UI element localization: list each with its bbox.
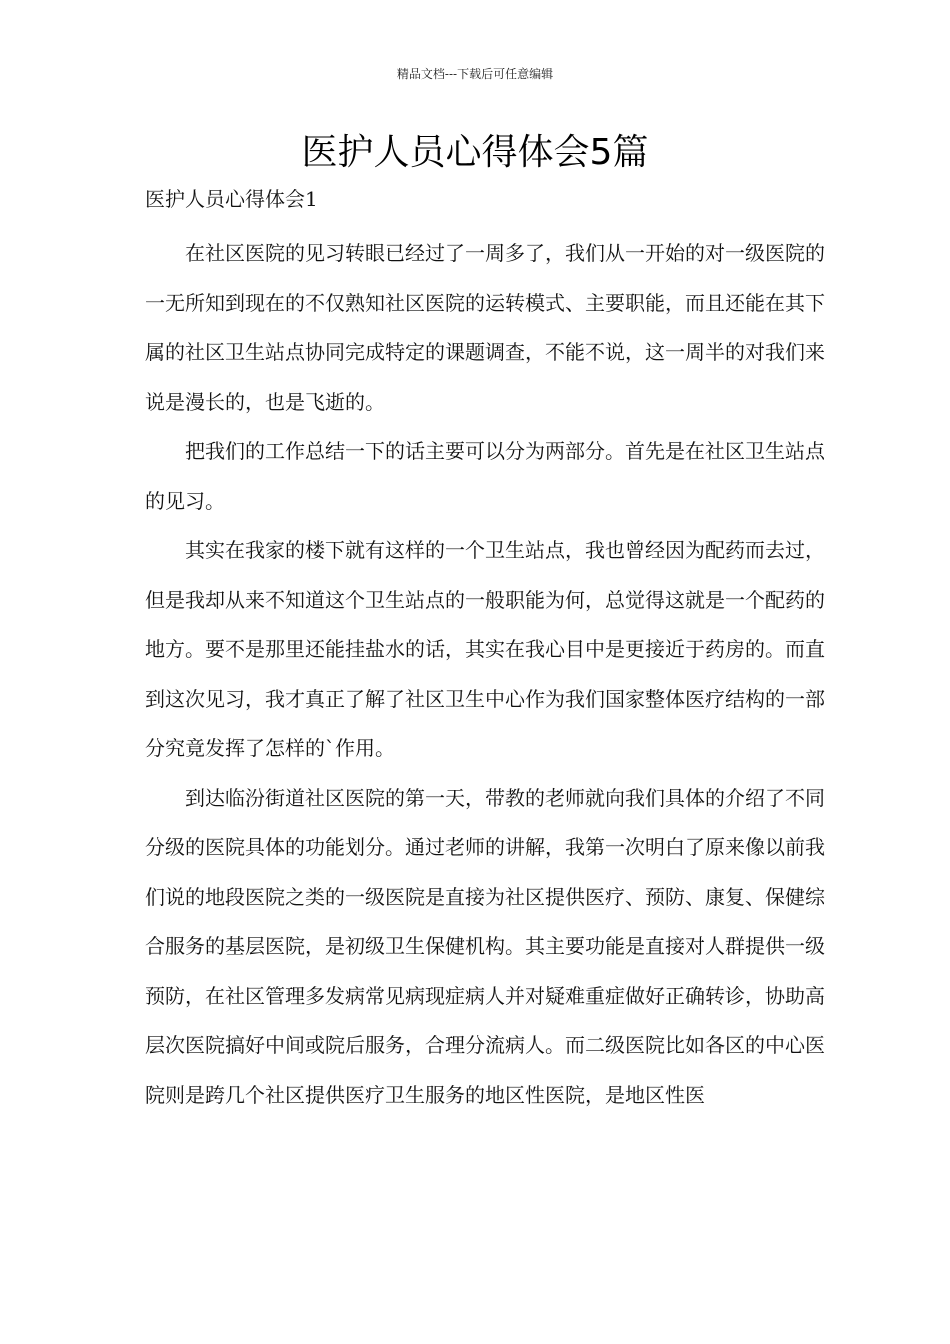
document-title: 医护人员心得体会5篇 — [301, 132, 649, 173]
section-heading: 医护人员心得体会1 — [145, 187, 318, 211]
paragraph: 其实在我家的楼下就有这样的一个卫生站点，我也曾经因为配药而去过，但是我却从来不知道这个卫生站点的一般职能为何，总觉得这就是一个配药的地方。要不是那里还能挂盐水的话，其实在我心目中是更接近于药房的。而直到这次见习，我才真正了解了社区卫生中心作为我们国家整体医疗结构的一部分究竟发挥了怎样的`作用。 — [145, 538, 825, 760]
header-note: 精品文档---下载后可任意编辑 — [396, 67, 554, 81]
paragraph: 把我们的工作总结一下的话主要可以分为两部分。首先是在社区卫生站点的见习。 — [145, 439, 825, 513]
paragraph: 在社区医院的见习转眼已经过了一周多了，我们从一开始的对一级医院的一无所知到现在的不仅熟知社区医院的运转模式、主要职能，而且还能在其下属的社区卫生站点协同完成特定的课题调查，不能不说，这一周半的对我们来说是漫长的，也是飞逝的。 — [145, 241, 825, 414]
document-body — [145, 229, 825, 1120]
paragraph: 到达临汾街道社区医院的第一天，带教的老师就向我们具体的介绍了不同分级的医院具体的功能划分。通过老师的讲解，我第一次明白了原来像以前我们说的地段医院之类的一级医院是直接为社区提供医疗、预防、康复、保健综合服务的基层医院，是初级卫生保健机构。其主要功能是直接对人群提供一级预防，在社区管理多发病常见病现症病人并对疑难重症做好正确转诊，协助高层次医院搞好中间或院后服务，合理分流病人。而二级医院比如各区的中心医院则是跨几个社区提供医疗卫生服务的地区性医院，是地区性医 — [145, 785, 825, 1107]
